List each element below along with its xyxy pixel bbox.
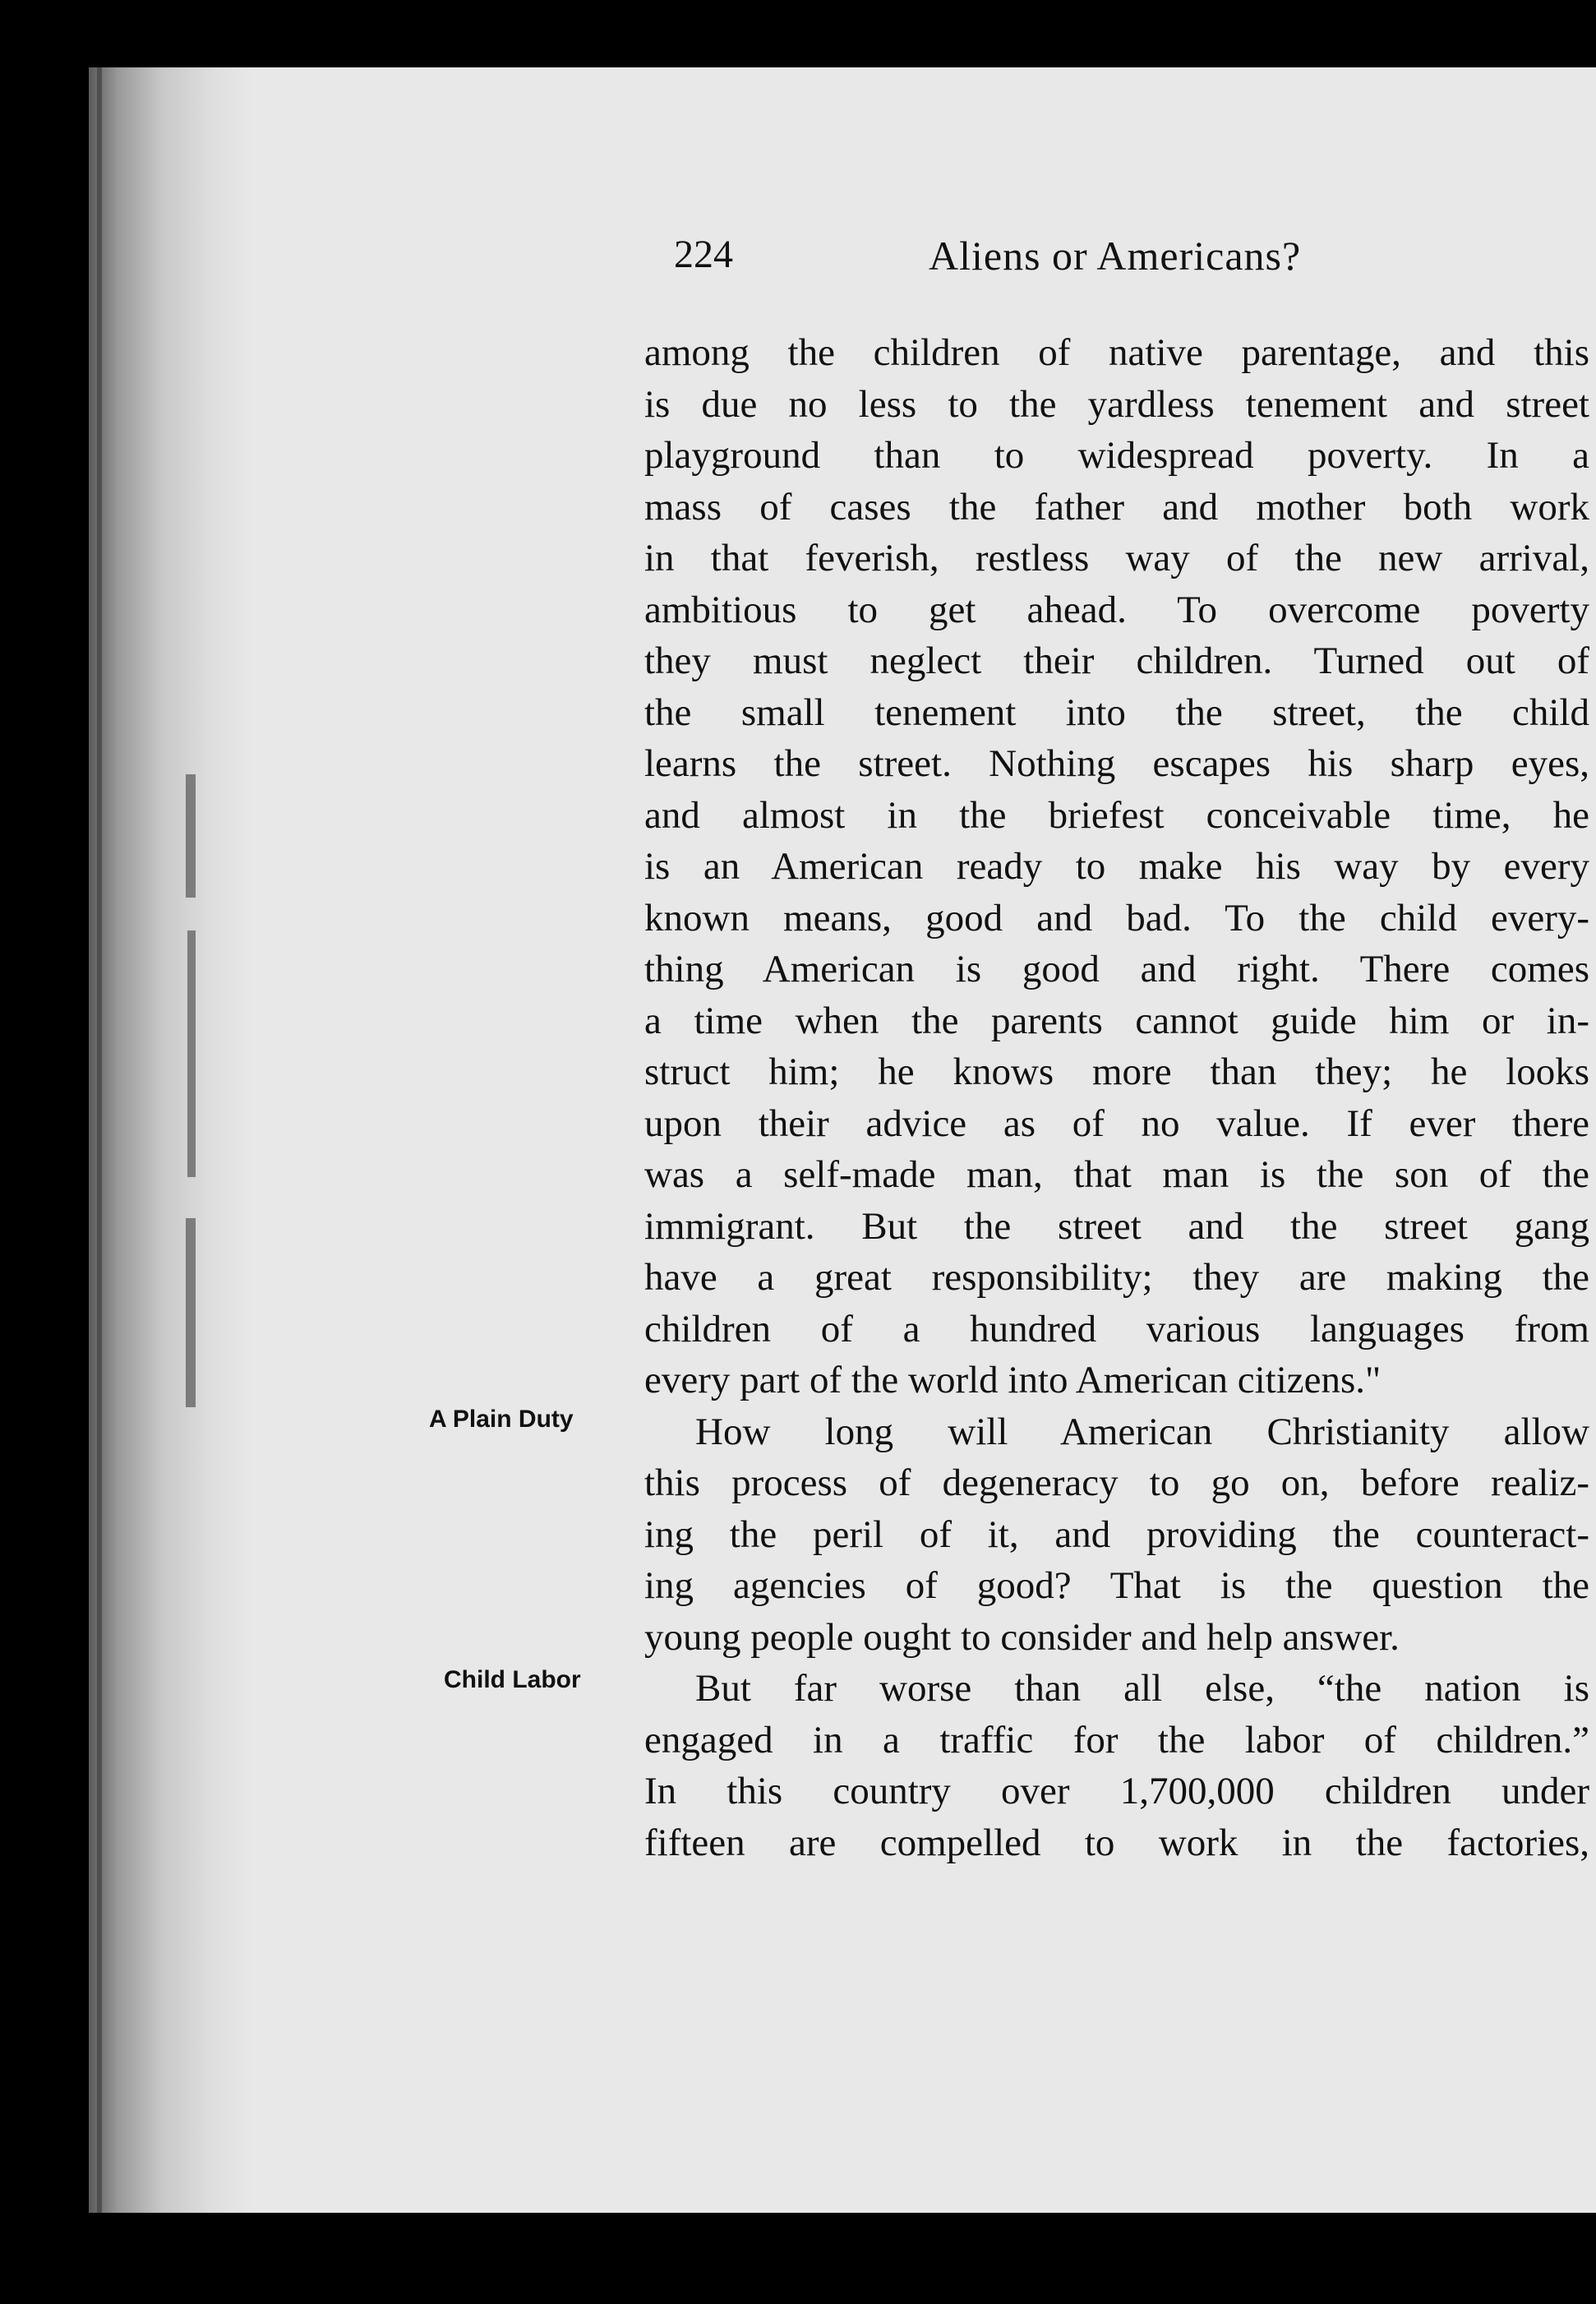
text-line: immigrant. But the street and the street gang: [644, 1204, 1589, 1248]
text-line: In this country over 1,700,000 children under: [644, 1770, 1589, 1812]
text-line: among the children of native parentage, and this: [644, 331, 1589, 374]
sidenote-a-plain-duty: A Plain Duty: [429, 1406, 574, 1433]
text-line: How long will American Christianity allow: [695, 1410, 1589, 1453]
text-line: upon their advice as of no value. If ever there: [644, 1101, 1589, 1145]
text-line: learns the street. Nothing escapes his sharp eyes,: [644, 742, 1589, 785]
text-line: known means, good and bad. To the child every-: [644, 896, 1589, 940]
running-title: Aliens or Americans?: [929, 233, 1302, 279]
text-line: struct him; he knows more than they; he looks: [644, 1050, 1589, 1093]
text-line: young people ought to consider and help answer.: [644, 1615, 1400, 1659]
text-line: fifteen are compelled to work in the factories,: [644, 1821, 1589, 1864]
book-spine-shadow: [89, 67, 253, 2213]
text-line: this process of degeneracy to go on, before realiz-: [644, 1461, 1589, 1504]
text-line: was a self-made man, that man is the son of the: [644, 1153, 1589, 1196]
text-line: ambitious to get ahead. To overcome poverty: [644, 588, 1589, 631]
text-line: and almost in the briefest conceivable time, he: [644, 793, 1589, 837]
text-line: they must neglect their children. Turned out of: [644, 639, 1589, 682]
text-line: children of a hundred various languages from: [644, 1307, 1589, 1351]
text-line: is due no less to the yardless tenement and street: [644, 382, 1589, 426]
text-line: a time when the parents cannot guide him or in-: [644, 999, 1589, 1042]
sidenote-child-labor: Child Labor: [444, 1666, 581, 1693]
text-line: engaged in a traffic for the labor of children.”: [644, 1718, 1589, 1761]
body-text: [644, 327, 1589, 1868]
text-line: thing American is good and right. There comes: [644, 948, 1589, 990]
text-line: is an American ready to make his way by every: [644, 845, 1589, 888]
page-number: 224: [674, 233, 733, 276]
spine-mark-middle: [187, 930, 196, 1177]
text-line: in that feverish, restless way of the new arrival,: [644, 537, 1589, 579]
text-line: playground than to widespread poverty. In a: [644, 434, 1589, 477]
running-head: [674, 232, 1545, 298]
text-line: ing the peril of it, and providing the counteract-: [644, 1512, 1589, 1556]
spine-mark-bottom: [186, 1218, 196, 1407]
text-line: every part of the world into American citizens.": [644, 1359, 1382, 1401]
text-line: have a great responsibility; they are making the: [644, 1256, 1589, 1299]
text-line: mass of cases the father and mother both work: [644, 485, 1589, 529]
spine-edge-line: [97, 67, 102, 2213]
text-line: ing agencies of good? That is the question the: [644, 1564, 1589, 1607]
text-line: the small tenement into the street, the child: [644, 690, 1589, 734]
text-line: But far worse than all else, “the nation is: [695, 1667, 1589, 1710]
spine-mark-top: [186, 774, 196, 898]
